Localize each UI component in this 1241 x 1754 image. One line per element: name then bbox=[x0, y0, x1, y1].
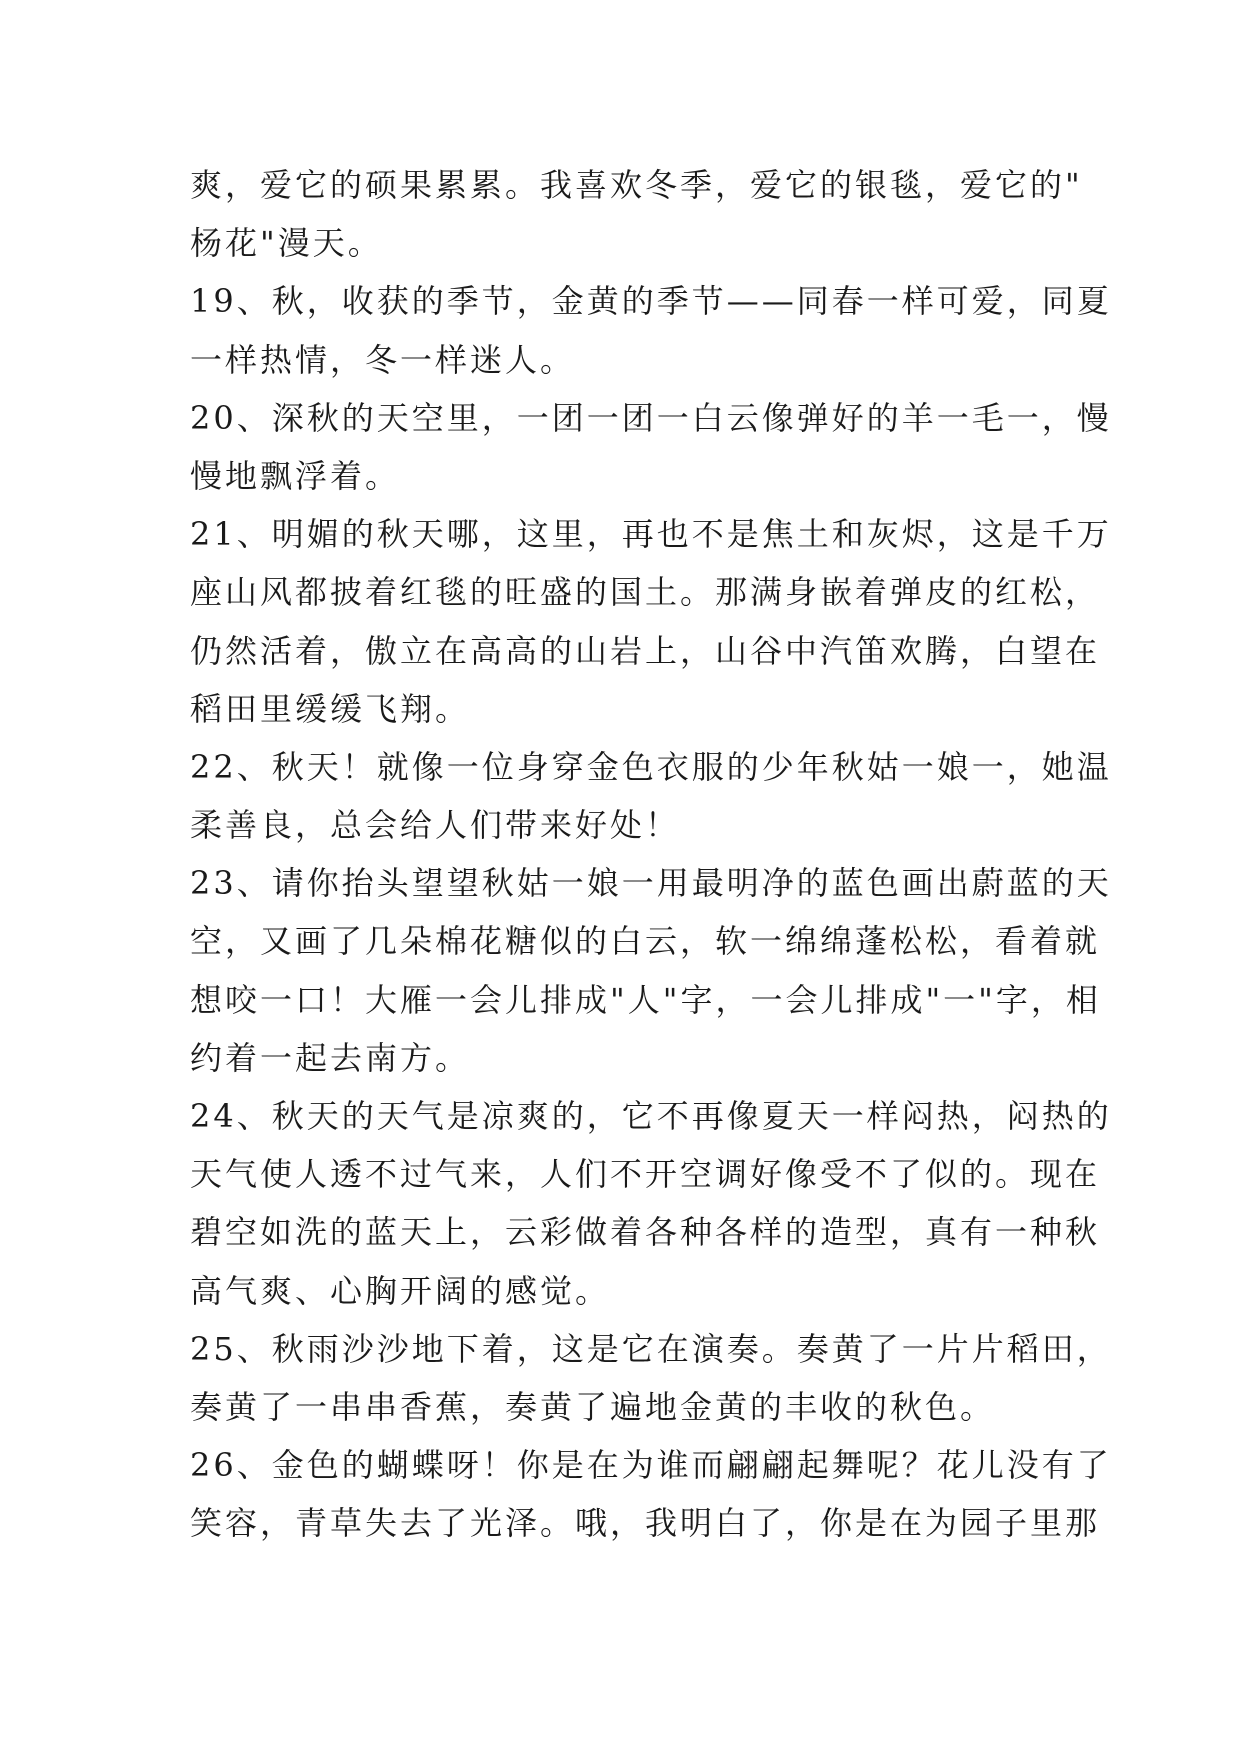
text-line: 26、金色的蝴蝶呀！你是在为谁而翩翩起舞呢？花儿没有了 bbox=[190, 1446, 1112, 1485]
text-line: 柔善良，总会给人们带来好处！ bbox=[190, 806, 681, 845]
text-column bbox=[190, 156, 1112, 1553]
text-line: 仍然活着，傲立在高高的山岩上，山谷中汽笛欢腾，白望在 bbox=[190, 631, 1101, 670]
text-line: 天气使人透不过气来，人们不开空调好像受不了似的。现在 bbox=[190, 1155, 1101, 1194]
text-line: 24、秋天的天气是凉爽的，它不再像夏天一样闷热，闷热的 bbox=[190, 1097, 1112, 1135]
text-line: 笑容，青草失去了光泽。哦，我明白了，你是在为园子里那 bbox=[190, 1504, 1101, 1543]
text-line: 20、深秋的天空里，一团一团一白云像弹好的羊一毛一，慢 bbox=[190, 398, 1112, 437]
text-line: 21、明媚的秋天哪，这里，再也不是焦土和灰烬，这是千万 bbox=[190, 515, 1112, 554]
text-line: 一样热情，冬一样迷人。 bbox=[190, 340, 576, 379]
text-line: 高气爽、心胸开阔的感觉。 bbox=[190, 1271, 611, 1310]
text-line: 稻田里缓缓飞翔。 bbox=[190, 689, 471, 728]
text-line: 23、请你抬头望望秋姑一娘一用最明净的蓝色画出蔚蓝的天 bbox=[190, 864, 1112, 903]
text-line: 空，又画了几朵棉花糖似的白云，软一绵绵蓬松松，看着就 bbox=[190, 922, 1101, 961]
text-line: 25、秋雨沙沙地下着，这是它在演奏。奏黄了一片片稻田， bbox=[190, 1329, 1112, 1368]
text-line: 约着一起去南方。 bbox=[190, 1038, 471, 1077]
text-line: 慢地飘浮着。 bbox=[190, 456, 401, 495]
text-line: 奏黄了一串串香蕉，奏黄了遍地金黄的丰收的秋色。 bbox=[190, 1387, 996, 1426]
text-line: 碧空如洗的蓝天上，云彩做着各种各样的造型，真有一种秋 bbox=[190, 1213, 1101, 1252]
text-line: 22、秋天！就像一位身穿金色衣服的少年秋姑一娘一，她温 bbox=[190, 747, 1112, 786]
text-line: 想咬一口！大雁一会儿排成"人"字，一会儿排成"一"字，相 bbox=[190, 980, 1101, 1019]
text-line: 座山风都披着红毯的旺盛的国土。那满身嵌着弹皮的红松， bbox=[190, 573, 1101, 612]
text-line: 杨花"漫天。 bbox=[190, 224, 383, 263]
text-line: 19、秋，收获的季节，金黄的季节——同春一样可爱，同夏 bbox=[190, 282, 1112, 321]
text-line: 爽，爱它的硕果累累。我喜欢冬季，爱它的银毯，爱它的" bbox=[190, 166, 1083, 204]
